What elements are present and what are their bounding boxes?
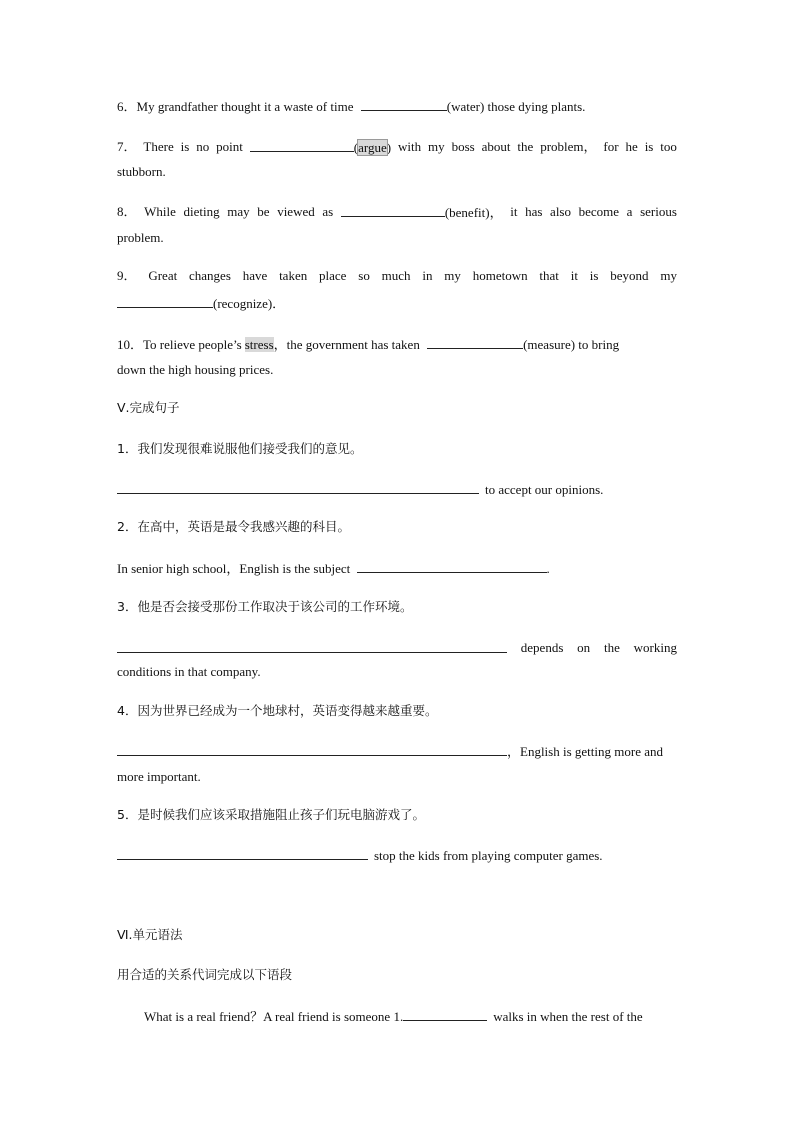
word: that (539, 268, 559, 283)
item-text: ，the government has taken (273, 337, 420, 352)
word: working (633, 640, 677, 655)
section-instruction: 用合适的关系代词完成以下语段 (117, 967, 293, 982)
word: a (626, 204, 633, 219)
word: it (570, 268, 578, 283)
word: have (242, 268, 268, 283)
word: serious (640, 204, 677, 219)
word: also (550, 204, 571, 219)
answer-group (341, 204, 503, 221)
word: hometown (472, 268, 528, 283)
answer-blank[interactable] (117, 847, 368, 860)
sentence-answer-2 (117, 560, 677, 577)
sentence-answer-1 (117, 481, 677, 498)
word: may (227, 204, 250, 219)
word: (benefit)， (444, 205, 503, 220)
word: as (322, 204, 334, 219)
sentence-prompt-3: 3．他是否会接受那份工作取决于该公司的工作环境。 (117, 599, 413, 614)
word: has (525, 204, 543, 219)
word: place (319, 268, 347, 283)
sentence-text: to accept our opinions. (485, 482, 604, 497)
exercise-item-8 (117, 204, 677, 221)
highlighted-word: stress (244, 337, 274, 352)
paragraph-text: walks in when the rest of the (493, 1009, 643, 1024)
word: While (144, 204, 176, 219)
item-text: My grandfather thought it a waste of time (136, 99, 354, 114)
answer-blank[interactable] (117, 295, 213, 308)
item-hint: (water) those dying plants. (446, 99, 586, 114)
word: viewed (277, 204, 315, 219)
answer-blank[interactable] (357, 560, 547, 573)
word: too (660, 139, 677, 154)
word: about (481, 139, 511, 154)
word: is (644, 139, 654, 154)
word: he (625, 139, 638, 154)
word: for (603, 139, 619, 154)
highlighted-word: argue (358, 140, 387, 155)
item-number: 9． (117, 268, 137, 283)
exercise-item-7-cont: stubborn. (117, 164, 166, 179)
word: dieting (183, 204, 220, 219)
sentence-prompt-5: 5．是时候我们应该采取措施阻止孩子们玩电脑游戏了。 (117, 807, 425, 822)
sentence-answer-4 (117, 743, 677, 760)
sentence-answer-5 (117, 847, 677, 864)
sentence-text: ，English is getting more and (507, 744, 663, 759)
answer-group: (argue) (250, 139, 391, 156)
item-number: 8． (117, 204, 137, 219)
paragraph-text: What is a real friend？A real friend is someone 1. (144, 1009, 404, 1024)
answer-blank[interactable] (361, 98, 447, 111)
section-heading: Ⅵ.单元语法 (117, 927, 183, 942)
item-number: 6． (117, 99, 137, 114)
sentence-answer-3 (117, 640, 677, 656)
item-hint: (measure) to bring (523, 337, 620, 352)
exercise-item-7 (117, 139, 677, 156)
answer-blank[interactable] (341, 204, 445, 217)
word: my (428, 139, 445, 154)
answer-blank[interactable] (117, 743, 507, 756)
word: the (517, 139, 534, 154)
word: ) (386, 140, 392, 155)
sentence-prompt-1: 1．我们发现很难说服他们接受我们的意见。 (117, 441, 363, 456)
word: become (578, 204, 620, 219)
exercise-item-8-cont: problem. (117, 230, 164, 245)
word: is (180, 139, 190, 154)
cloze-paragraph (117, 1008, 677, 1025)
word: taken (279, 268, 308, 283)
word: is (589, 268, 599, 283)
word: beyond (610, 268, 649, 283)
word: boss (451, 139, 475, 154)
word: my (444, 268, 461, 283)
word: Great (148, 268, 178, 283)
sentence-text: . (546, 561, 550, 576)
item-hint: (recognize)． (213, 296, 286, 311)
word: be (257, 204, 270, 219)
sentence-answer-3-cont: conditions in that company. (117, 664, 261, 679)
word: depends (520, 640, 564, 655)
word: with (398, 139, 422, 154)
exercise-item-9 (117, 268, 677, 284)
word: no (196, 139, 210, 154)
answer-blank[interactable] (427, 336, 523, 349)
sentence-text: stop the kids from playing computer games. (374, 848, 603, 863)
exercise-item-10-cont: down the high housing prices. (117, 362, 274, 377)
exercise-item-10 (117, 336, 677, 353)
item-number: 7． (117, 139, 137, 154)
word: point (216, 139, 243, 154)
word: so (358, 268, 370, 283)
sentence-prompt-4: 4．因为世界已经成为一个地球村，英语变得越来越重要。 (117, 703, 438, 718)
exercise-item-6 (117, 98, 677, 115)
item-number: 10． (117, 337, 144, 352)
exercise-item-9-cont (117, 295, 677, 312)
sentence-answer-4-cont: more important. (117, 769, 201, 784)
word: There (143, 139, 174, 154)
item-text: To relieve people’s (143, 337, 242, 352)
answer-blank[interactable] (250, 139, 354, 152)
sentence-text: In senior high school，English is the subject (117, 561, 351, 576)
answer-blank[interactable] (117, 640, 507, 653)
word: problem， (540, 139, 597, 154)
sentence-prompt-2: 2．在高中，英语是最令我感兴趣的科目。 (117, 519, 350, 534)
word: it (510, 204, 518, 219)
word: my (660, 268, 677, 283)
word: the (603, 640, 620, 655)
word: on (577, 640, 591, 655)
answer-blank[interactable] (117, 481, 479, 494)
answer-blank[interactable] (403, 1008, 487, 1021)
word: much (381, 268, 411, 283)
section-heading: Ⅴ.完成句子 (117, 400, 180, 415)
word: changes (189, 268, 231, 283)
word: in (422, 268, 433, 283)
